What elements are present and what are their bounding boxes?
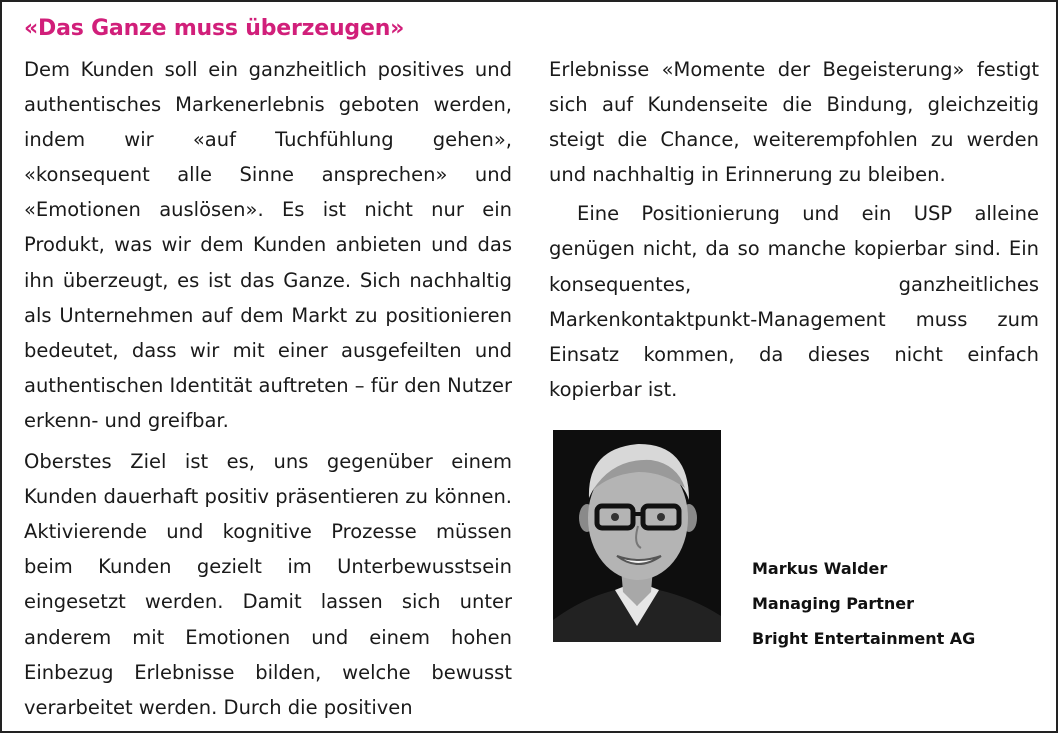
left-paragraph-1: Dem Kunden soll ein ganzheitlich positives und authentisches Markenerlebnis geboten werden, indem wir «auf Tuchfühlung gehen», «konsequent alle Sinne ansprechen» und «Emotionen auslösen». Es ist nicht nur ein Produkt, was wir dem Kunden anbieten und das ihn überzeugt, es ist das Ganze. Sich nachhaltig als Unternehmen auf dem Markt zu positionieren bedeutet, dass wir mit einer ausgefeilten und authentischen Identität auftreten – für den Nutzer erkenn- und greifbar. (24, 58, 512, 432)
portrait-illustration (553, 430, 721, 642)
author-company: Bright Entertainment AG (752, 629, 976, 648)
author-caption (752, 551, 975, 656)
right-paragraph-1: Erlebnisse «Momente der Begeisterung» festigt sich auf Kundenseite die Bindung, gleichzeitig steigt die Chance, weiterempfohlen zu werden und nachhaltig in Erinnerung zu bleiben. (549, 58, 1039, 187)
left-column (24, 52, 512, 725)
article-title: «Das Ganze muss überzeugen» (24, 16, 405, 41)
left-paragraph-2: Oberstes Ziel ist es, uns gegenüber einem Kunden dauerhaft positiv präsentieren zu können. Aktivierende und kognitive Prozesse müssen beim Kunden gezielt im Unterbewusstsein eingesetzt werden. Damit lassen sich unter anderem mit Emotionen und einem hohen Einbezug Erlebnisse bilden, welche bewusst verarbeitet werden. Durch die positiven (24, 450, 512, 719)
right-column (549, 52, 1039, 407)
author-role: Managing Partner (752, 594, 915, 613)
author-name: Markus Walder (752, 559, 888, 578)
author-portrait (553, 430, 721, 642)
right-paragraph-2: Eine Positionierung und ein USP alleine genügen nicht, da so manche kopierbar sind. Ein konsequentes, ganzheitliches Markenkontaktpunkt-Management muss zum Einsatz kommen, da dieses nicht einfach kopierbar ist. (549, 202, 1039, 401)
